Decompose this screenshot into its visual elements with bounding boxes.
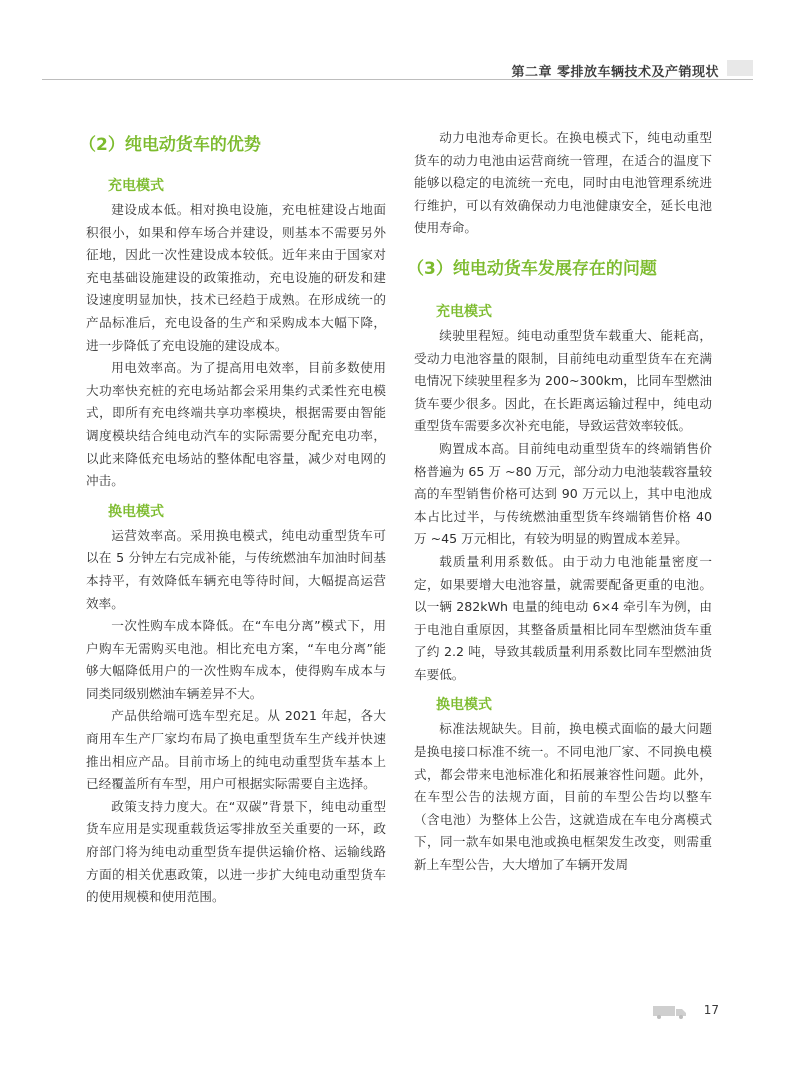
page-number: 17 [703, 1003, 719, 1017]
paragraph: 一次性购车成本降低。在“车电分离”模式下，用户购车无需购买电池。相比充电方案，“车电分离”能够大幅降低用户的一次性购车成本，使得购车成本与同类同级别燃油车辆差异不大。 [86, 618, 386, 701]
subheading-swap-mode: 换电模式 [436, 697, 492, 714]
truck-icon [653, 1005, 687, 1019]
paragraph: 建设成本低。相对换电设施，充电桩建设占地面积很小，如果和停车场合并建设，则基本不需要另外征地，因此一次性建设成本较低。近年来由于国家对充电基础设施建设的政策推动，充电设施的研发和建设速度明显加快，技术已经趋于成熟。在形成统一的产品标准后，充电设备的生产和采购成本大幅下降，进一步降低了充电设施的建设成本。 [86, 202, 386, 353]
chapter-title: 第二章 零排放车辆技术及产销现状 [511, 65, 719, 80]
subheading-charging-mode: 充电模式 [436, 303, 492, 320]
paragraph: 购置成本高。目前纯电动重型货车的终端销售价格普遍为 65 万 ~80 万元，部分动力电池装载容量较高的车型销售价格可达到 90 万元以上，其中电池成本占比过半，与传统燃油重型货车终端销售价格 40 万 ~45 万元相比，有较为明显的购置成本差异。 [414, 440, 712, 547]
running-header [0, 58, 793, 80]
paragraph: 政策支持力度大。在“双碳”背景下，纯电动重型货车应用是实现重载货运零排放至关重要的一环，政府部门将为纯电动重型货车提供运输价格、运输线路方面的相关优惠政策，以进一步扩大纯电动重型货车的使用规模和使用范围。 [86, 798, 386, 905]
right-column [407, 127, 712, 877]
paragraph: 运营效率高。采用换电模式，纯电动重型货车可以在 5 分钟左右完成补能，与传统燃油车加油时间基本持平，有效降低车辆充电等待时间，大幅提高运营效率。 [86, 527, 386, 611]
paragraph: 载质量利用系数低。由于动力电池能量密度一定，如果要增大电池容量，就需要配备更重的电池。以一辆 282kWh 电量的纯电动 6×4 牵引车为例，由于电池自重原因，其整备质量相比同车型燃油货车重了约 2.2 吨，导致其载质量利用系数比同车型燃油货车要低。 [414, 553, 712, 682]
paragraph: 产品供给端可选车型充足。从 2021 年起，各大商用车生产厂家均布局了换电重型货车生产线并快速推出相应产品。目前市场上的纯电动重型货车基本上已经覆盖所有车型，用户可根据实际需要自主选择。 [86, 708, 386, 792]
paragraph: 标准法规缺失。目前，换电模式面临的最大问题是换电接口标准不统一。不同电池厂家、不同换电模式，都会带来电池标准化和拓展兼容性问题。此外，在车型公告的法规方面，目前的车型公告均以整车（含电池）为整体上公告，这就造成在车电分离模式下，同一款车如果电池或换电框架发生改变，则需重新上车型公告，大大增加了车辆开发周 [414, 721, 712, 873]
section-heading-advantages: （2）纯电动货车的优势 [79, 135, 261, 155]
subheading-swap-mode: 换电模式 [108, 503, 164, 520]
paragraph: 续驶里程短。纯电动重型货车载重大、能耗高，受动力电池容量的限制，目前纯电动重型货车在充满电情况下续驶里程多为 200~300km，比同车型燃油货车要少很多。因此，在长距离运输过程中，纯电动重型货车需要多次补充电能，导致运营效率较低。 [414, 327, 712, 434]
header-accent-block [727, 60, 753, 76]
subheading-charging-mode: 充电模式 [108, 178, 164, 194]
paragraph: 动力电池寿命更长。在换电模式下，纯电动重型货车的动力电池由运营商统一管理，在适合的温度下能够以稳定的电流统一充电，同时由电池管理系统进行维护，可以有效确保动力电池健康安全，延长电池使用寿命。 [414, 130, 712, 236]
paragraph: 用电效率高。为了提高用电效率，目前多数使用大功率快充桩的充电场站都会采用集约式柔性充电模式，即所有充电终端共享功率模块，根据需要由智能调度模块结合纯电动汽车的实际需要分配充电功率，以此来降低充电场站的整体配电容量，减少对电网的冲击。 [86, 360, 386, 489]
section-heading-problems: （3）纯电动货车发展存在的问题 [407, 258, 657, 279]
left-column [79, 130, 386, 909]
